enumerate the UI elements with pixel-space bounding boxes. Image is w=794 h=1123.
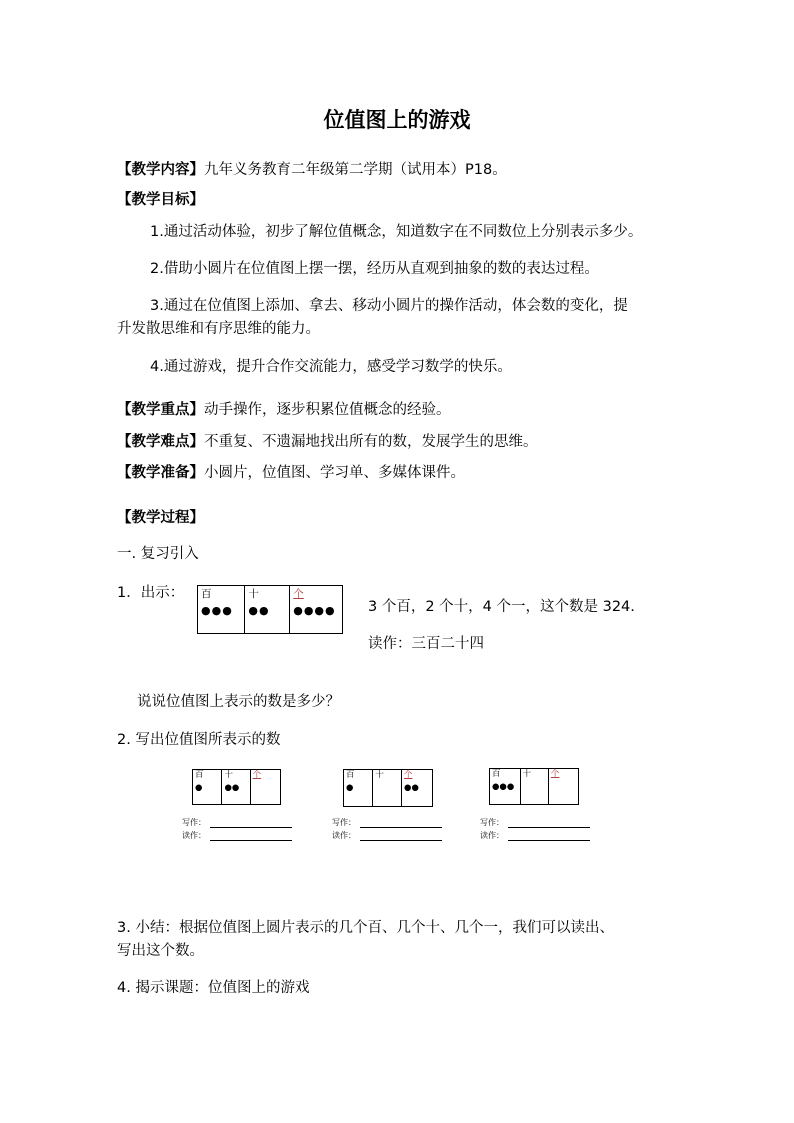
prep-text: 小圆片，位值图、学习单、多媒体课件。 bbox=[204, 465, 465, 481]
prep-line bbox=[117, 463, 465, 483]
goal-item-3-cont: 升发散思维和有序思维的能力。 bbox=[117, 321, 320, 337]
chart2-header-hundreds: 百 bbox=[346, 770, 355, 780]
pv-dots-tens: ●● bbox=[248, 604, 270, 617]
chart3-write-label: 写作： bbox=[480, 818, 504, 827]
question: 说说位值图上表示的数是多少？ bbox=[137, 694, 340, 710]
pv-header-tens: 十 bbox=[248, 588, 259, 600]
chart3-header-tens: 十 bbox=[522, 769, 532, 779]
place-value-chart-2 bbox=[343, 769, 433, 807]
chart3-dots-hundreds: ●●● bbox=[492, 782, 515, 792]
chart1-header-tens: 十 bbox=[224, 770, 233, 780]
chart3-write-line bbox=[480, 818, 590, 828]
page-title: 位值图上的游戏 bbox=[323, 108, 471, 132]
step4: 4. 揭示课题：位值图上的游戏 bbox=[117, 980, 310, 996]
content-text: 九年义务教育二年级第二学期（试用本）P18。 bbox=[204, 162, 507, 178]
key-line bbox=[117, 400, 451, 420]
place-value-chart-main bbox=[197, 585, 343, 634]
pv-dots-ones: ●●●● bbox=[293, 604, 336, 617]
prep-label: 【教学准备】 bbox=[117, 465, 204, 481]
step1-desc: 3 个百，2 个十，4 个一，这个数是 324. bbox=[368, 599, 635, 615]
process-label: 【教学过程】 bbox=[117, 510, 204, 526]
chart2-write-line bbox=[332, 818, 442, 828]
goal-item-4: 4.通过游戏，提升合作交流能力，感受学习数学的快乐。 bbox=[150, 359, 512, 375]
step1-read: 读作：三百二十四 bbox=[368, 636, 484, 652]
chart1-header-ones: 个 bbox=[252, 770, 262, 780]
section1-heading: 一. 复习引入 bbox=[117, 546, 199, 562]
chart1-read-label: 读作： bbox=[182, 831, 206, 840]
chart2-header-ones: 个 bbox=[404, 770, 413, 780]
chart3-header-ones: 个 bbox=[550, 769, 560, 779]
chart2-read-label: 读作： bbox=[332, 831, 356, 840]
goal-item-3: 3.通过在位值图上添加、拿去、移动小圆片的操作活动，体会数的变化，提 bbox=[150, 298, 628, 314]
pv-dots-hundreds: ●●● bbox=[201, 604, 233, 617]
chart1-dots-hundreds: ● bbox=[195, 783, 203, 793]
chart3-header-hundreds: 百 bbox=[492, 769, 501, 779]
chart1-read-line bbox=[182, 831, 292, 841]
chart2-write-label: 写作： bbox=[332, 818, 356, 827]
chart1-dots-ones bbox=[251, 781, 280, 783]
chart2-read-line bbox=[332, 831, 442, 841]
chart1-write-label: 写作： bbox=[182, 818, 206, 827]
difficulty-label: 【教学难点】 bbox=[117, 434, 204, 450]
pv-cell-hundreds bbox=[198, 586, 245, 634]
chart2-dots-ones: ●● bbox=[404, 783, 419, 793]
place-value-chart-3 bbox=[489, 768, 579, 805]
goals-label: 【教学目标】 bbox=[117, 192, 204, 208]
chart1-dots-tens: ●● bbox=[224, 783, 240, 793]
chart2-header-tens: 十 bbox=[375, 770, 384, 780]
pv-cell-ones bbox=[290, 586, 343, 634]
content-label: 【教学内容】 bbox=[117, 162, 204, 178]
chart3-read-line bbox=[480, 831, 590, 841]
goal-item-1: 1.通过活动体验，初步了解位值概念，知道数字在不同数位上分别表示多少。 bbox=[150, 224, 643, 240]
place-value-chart-1 bbox=[192, 769, 281, 805]
step3-line2: 写出这个数。 bbox=[117, 943, 204, 959]
key-text: 动手操作，逐步积累位值概念的经验。 bbox=[204, 402, 451, 418]
chart3-read-label: 读作： bbox=[480, 831, 504, 840]
chart1-write-line bbox=[182, 818, 292, 828]
chart3-dots-tens bbox=[521, 780, 548, 782]
difficulty-line bbox=[117, 432, 538, 452]
goal-item-2: 2.借助小圆片在位值图上摆一摆，经历从直观到抽象的数的表达过程。 bbox=[150, 261, 599, 277]
pv-cell-tens bbox=[245, 586, 290, 634]
chart3-dots-ones bbox=[549, 780, 578, 782]
pv-header-hundreds: 百 bbox=[201, 588, 212, 600]
chart2-dots-hundreds: ● bbox=[346, 783, 354, 793]
step1-label: 1．出示： bbox=[117, 585, 185, 601]
content-line bbox=[117, 160, 507, 180]
pv-header-ones: 个 bbox=[293, 588, 304, 600]
step3-line1: 3. 小结：根据位值图上圆片表示的几个百、几个十、几个一，我们可以读出、 bbox=[117, 920, 614, 936]
difficulty-text: 不重复、不遗漏地找出所有的数，发展学生的思维。 bbox=[204, 434, 538, 450]
step2-label: 2. 写出位值图所表示的数 bbox=[117, 732, 281, 748]
chart2-dots-tens bbox=[373, 781, 401, 783]
key-label: 【教学重点】 bbox=[117, 402, 204, 418]
chart1-header-hundreds: 百 bbox=[195, 770, 204, 780]
